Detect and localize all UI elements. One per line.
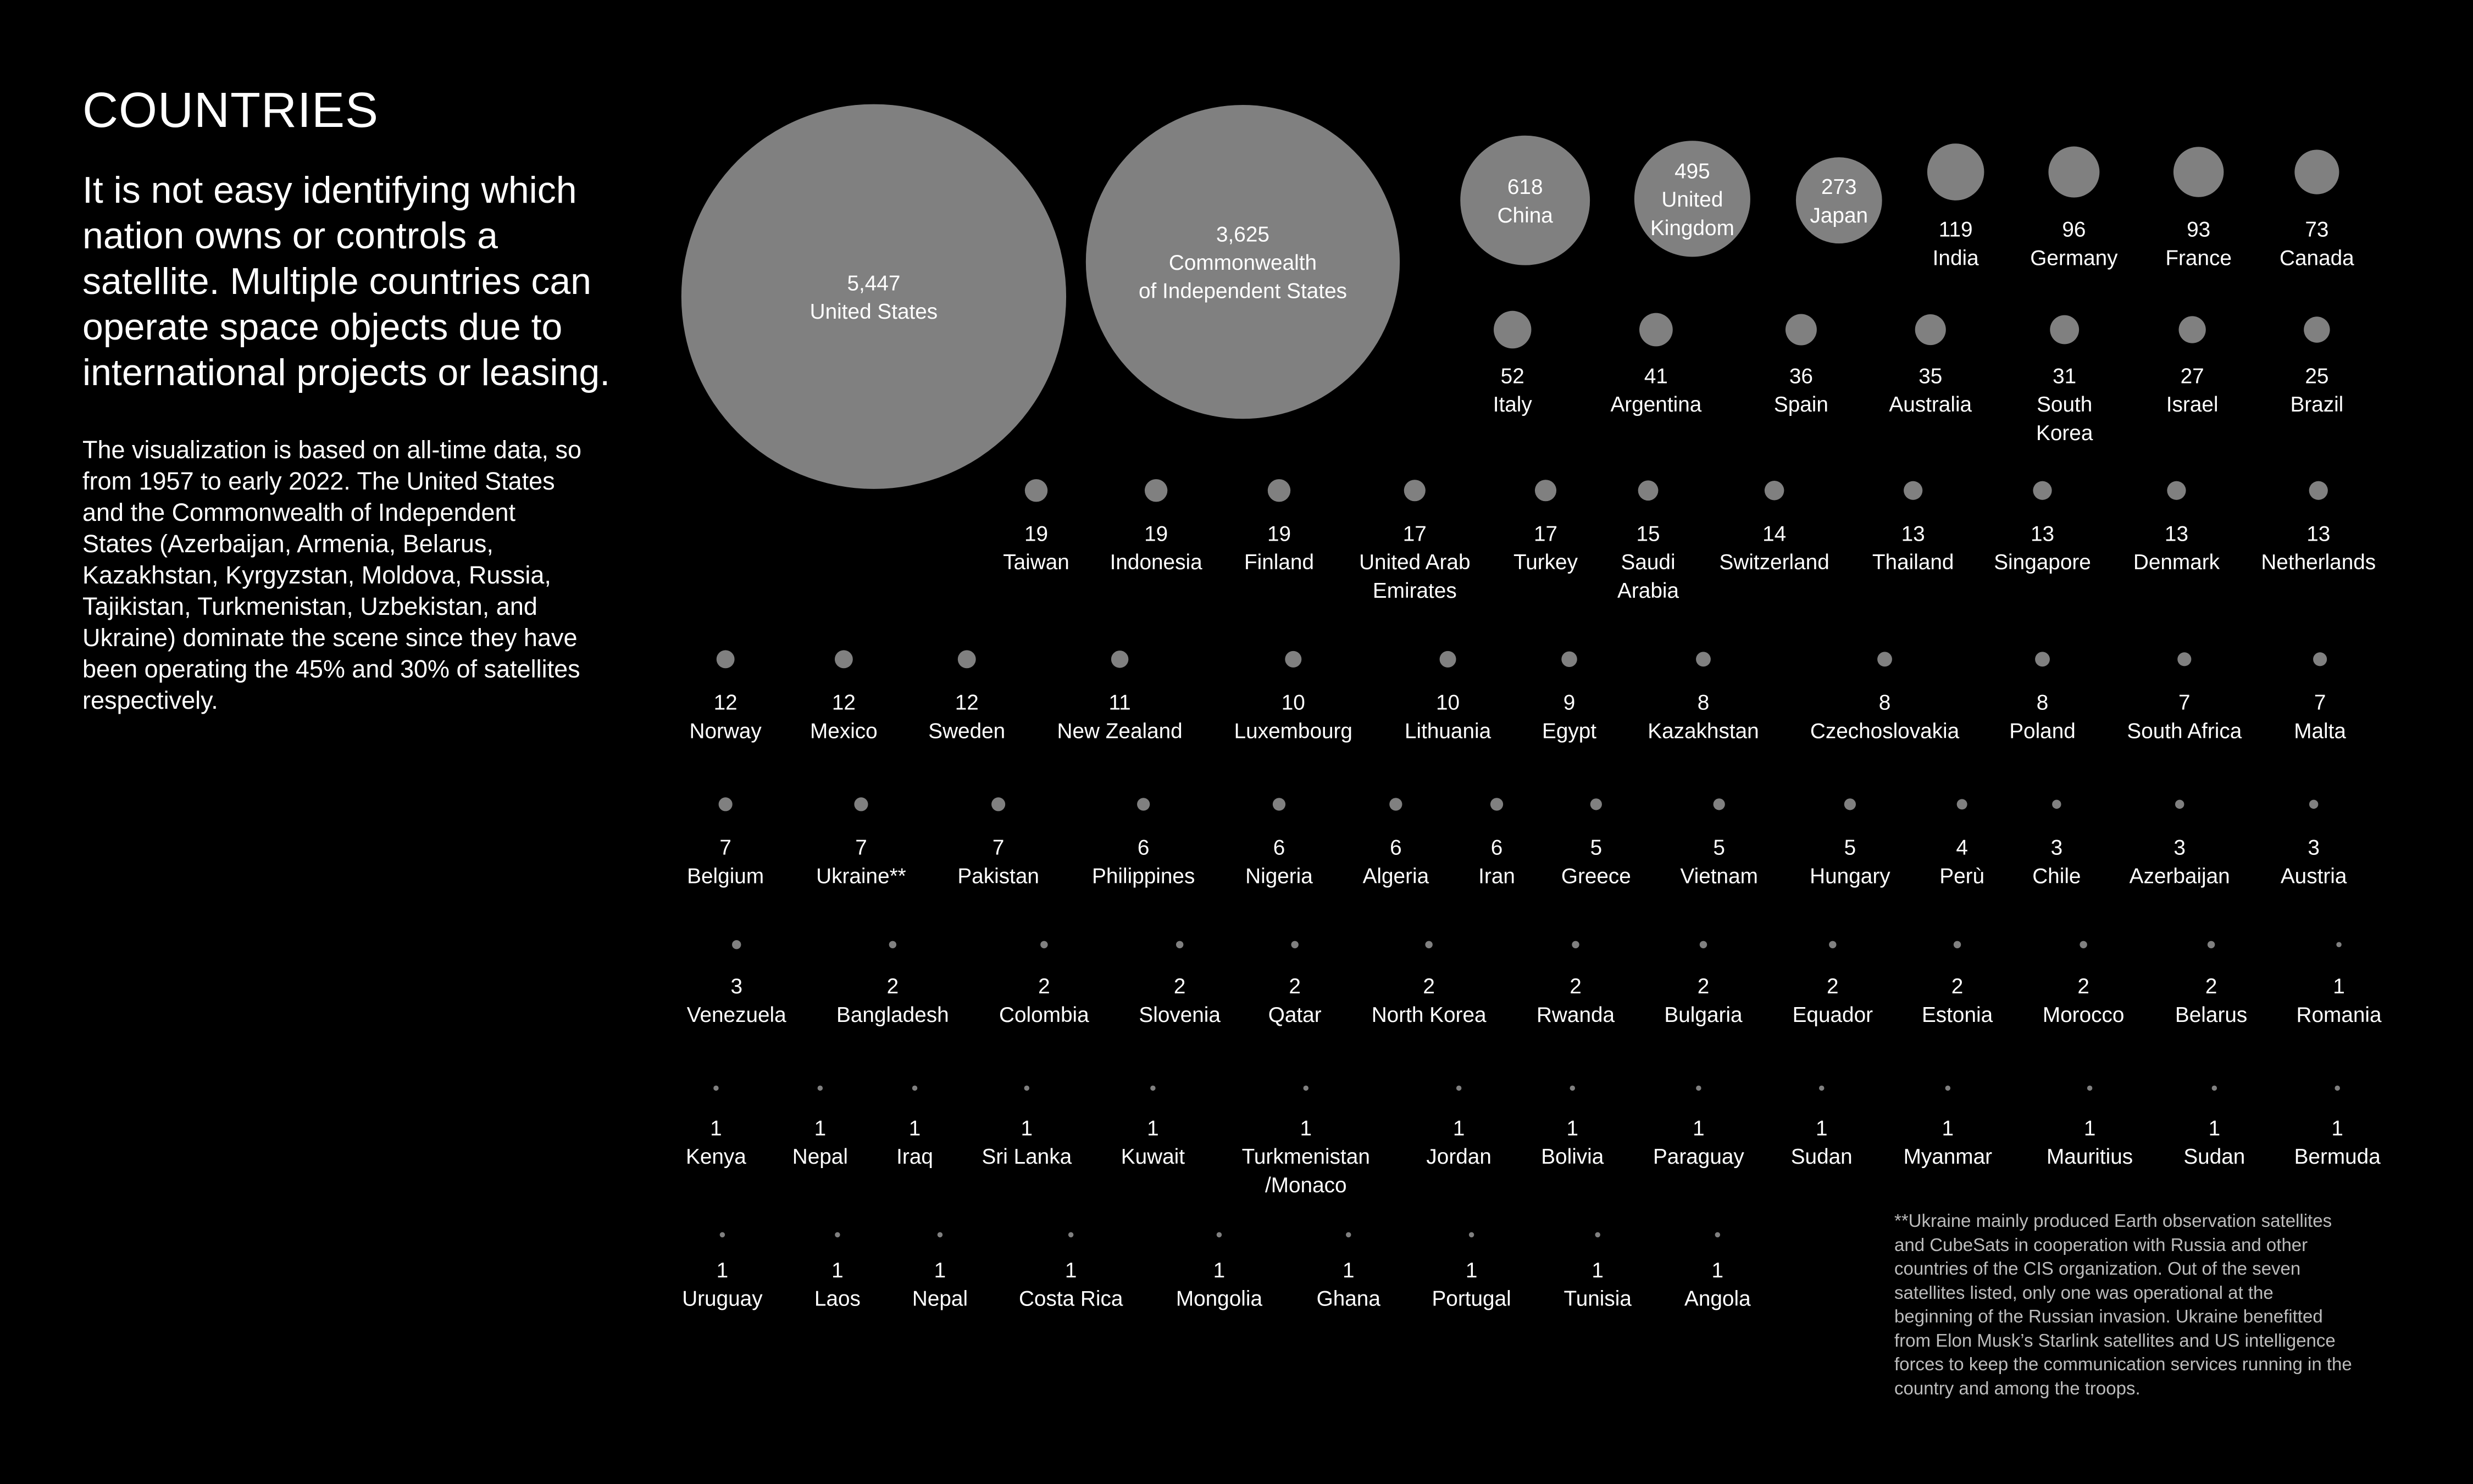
- country-bubble: [2165, 147, 2232, 270]
- bubble-mark: [2033, 481, 2051, 500]
- country-bubble: [896, 1086, 933, 1169]
- bubble-label: 7 Malta: [2294, 691, 2346, 743]
- country-bubble: [1634, 141, 1750, 257]
- country-bubble: [1176, 1232, 1263, 1311]
- bubble-mark: [2179, 316, 2206, 343]
- bubble-mark: [818, 1086, 823, 1091]
- country-bubble: [1110, 479, 1202, 574]
- bubble-mark: [1440, 651, 1456, 668]
- bubble-mark: [1304, 1086, 1308, 1091]
- bubble-label: 17 United Arab Emirates: [1359, 522, 1471, 603]
- bubble-mark: [1456, 1086, 1461, 1091]
- bubble-mark: [2087, 1086, 2092, 1091]
- country-bubble: [687, 797, 764, 888]
- country-bubble: [2009, 652, 2076, 743]
- bubble-label: 15 Saudi Arabia: [1617, 522, 1679, 603]
- country-bubble: [690, 650, 762, 743]
- country-bubble: [2290, 316, 2343, 416]
- country-bubble: [1791, 1086, 1853, 1169]
- bubble-mark: [835, 1232, 840, 1237]
- country-bubble: [1541, 1086, 1604, 1169]
- note-line: countries of the CIS organization. Out of the seven: [1894, 1258, 2301, 1279]
- bubble-label: 2 Colombia: [999, 975, 1089, 1027]
- bubble-label: 7 Belgium: [687, 836, 764, 888]
- bubble-mark: [1844, 798, 1856, 810]
- country-bubble: [2166, 316, 2219, 416]
- intro-line: operate space objects due to: [82, 306, 563, 348]
- country-bubble: [1121, 1086, 1185, 1169]
- bubble-label: 8 Czechoslovakia: [1810, 691, 1960, 743]
- country-bubble: [686, 1086, 746, 1169]
- bubble-label: 2 Belarus: [2175, 975, 2248, 1027]
- country-bubble: [2175, 941, 2247, 1027]
- country-bubble: [982, 1086, 1072, 1169]
- bubble-mark: [835, 650, 853, 668]
- bubble-label: 495 United Kingdom: [1650, 159, 1734, 240]
- bubble-mark: [938, 1232, 942, 1237]
- bubble-label: 1 Mongolia: [1175, 1258, 1263, 1311]
- bubble-mark: [1696, 1086, 1701, 1091]
- bubble-label: 1 Angola: [1684, 1258, 1751, 1311]
- bubble-label: 1 Bolivia: [1541, 1116, 1604, 1169]
- bubble-label: 1 Laos: [814, 1258, 861, 1311]
- bubble-label: 4 Perù: [1939, 836, 1985, 888]
- country-bubble: [957, 797, 1039, 888]
- bubble-label: 93 France: [2165, 218, 2232, 270]
- bubble-mark: [713, 1086, 718, 1091]
- country-bubble: [2294, 652, 2346, 743]
- bubble-mark: [1111, 651, 1128, 668]
- country-bubble: [1460, 136, 1590, 265]
- country-bubble: [1617, 480, 1679, 603]
- body-line: The visualization is based on all-time data, so: [82, 436, 581, 464]
- note-line: from Elon Musk’s Starlink satellites and US intelligence: [1894, 1330, 2336, 1350]
- country-bubble: [1537, 941, 1615, 1027]
- bubble-mark: [2035, 652, 2050, 666]
- bubble-mark: [1786, 314, 1817, 346]
- bubble-mark: [1915, 314, 1946, 345]
- body-line: Kazakhstan, Kyrgyzstan, Moldova, Russia,: [82, 561, 551, 589]
- bubble-mark: [720, 1232, 725, 1237]
- bubble-mark: [681, 104, 1066, 489]
- country-bubble: [1561, 798, 1631, 888]
- country-bubble: [1317, 1232, 1381, 1311]
- bubble-label: 5,447 United States: [809, 271, 938, 324]
- bubble-label: 618 China: [1497, 175, 1553, 227]
- bubble-mark: [717, 650, 735, 668]
- bubble-label: 35 Australia: [1889, 364, 1972, 417]
- bubble-label: 2 Equador: [1792, 975, 1873, 1027]
- bubble-label: 73 Canada: [2280, 218, 2354, 270]
- bubble-label: 10 Lithuania: [1404, 691, 1491, 743]
- bubble-mark: [2177, 652, 2191, 666]
- country-bubble: [1927, 143, 1984, 270]
- bubble-mark: [1696, 652, 1711, 666]
- note-line: **Ukraine mainly produced Earth observation satellites: [1894, 1210, 2332, 1231]
- bubble-mark: [1639, 313, 1673, 347]
- bubble-label: 5 Hungary: [1810, 836, 1890, 888]
- country-bubble: [1092, 798, 1195, 888]
- country-bubble: [2047, 1086, 2133, 1169]
- country-bubble: [1889, 314, 1972, 416]
- bubble-label: 11 New Zealand: [1057, 691, 1183, 743]
- note-line: beginning of the Russian invasion. Ukraine benefitted: [1894, 1306, 2323, 1326]
- note-line: forces to keep the communication services running in the: [1894, 1354, 2352, 1374]
- country-bubble: [792, 1086, 848, 1169]
- country-bubble: [1359, 480, 1470, 603]
- bubble-label: 52 Italy: [1493, 364, 1532, 417]
- intro-line: satellite. Multiple countries can: [82, 260, 592, 302]
- bubble-mark: [2167, 481, 2186, 500]
- country-bubble: [1680, 798, 1757, 888]
- bubble-label: 12 Norway: [689, 691, 762, 743]
- bubble-mark: [1572, 941, 1579, 948]
- country-bubble: [836, 941, 949, 1027]
- bubble-label: 273 Japan: [1810, 175, 1868, 227]
- country-bubble: [1432, 1232, 1511, 1311]
- country-bubble: [2281, 800, 2347, 888]
- country-bubble: [1086, 105, 1400, 419]
- country-bubble: [1872, 481, 1954, 575]
- bubble-label: 2 Rwanda: [1536, 975, 1615, 1027]
- bubble-label: 3 Austria: [2280, 836, 2347, 888]
- bubble-label: 2 Qatar: [1268, 975, 1322, 1027]
- body-line: and the Commonwealth of Independent: [82, 498, 516, 526]
- note-line: country and among the troops.: [1894, 1377, 2141, 1398]
- bubble-mark: [1904, 481, 1922, 500]
- bubble-label: 7 Pakistan: [957, 836, 1039, 888]
- bubble-label: 13 Singapore: [1994, 522, 2091, 575]
- country-bubble: [810, 650, 878, 743]
- country-bubble: [1774, 314, 1828, 417]
- bubble-mark: [2208, 941, 2215, 948]
- bubble-label: 1 Kenya: [686, 1116, 746, 1169]
- bubble-mark: [1927, 143, 1984, 201]
- bubble-label: 31 South Korea: [2036, 364, 2093, 445]
- bubble-mark: [1954, 941, 1961, 948]
- country-bubble: [999, 941, 1089, 1027]
- bubble-mark: [2309, 481, 2328, 500]
- country-bubble: [687, 940, 786, 1027]
- bubble-label: 2 Bangladesh: [836, 975, 949, 1027]
- body-line: Ukraine) dominate the scene since they have: [82, 624, 578, 652]
- body-line: from 1957 to early 2022. The United States: [82, 467, 555, 495]
- bubble-label: 12 Mexico: [810, 691, 878, 743]
- bubble-label: 1 Sudan: [1790, 1116, 1853, 1169]
- bubble-mark: [958, 650, 976, 668]
- country-bubble: [1513, 480, 1578, 574]
- country-bubble: [2261, 481, 2376, 575]
- bubble-label: 1 Paraguay: [1653, 1116, 1744, 1169]
- bubble-label: 1 Ghana: [1316, 1258, 1380, 1311]
- bubble-mark: [1469, 1232, 1474, 1237]
- bubble-label: 10 Luxembourg: [1234, 691, 1352, 743]
- country-bubble: [1478, 798, 1515, 888]
- country-bubble: [2032, 800, 2081, 888]
- country-bubble: [1405, 651, 1491, 743]
- bubble-mark: [2050, 315, 2079, 344]
- country-bubble: [1922, 941, 1993, 1027]
- note-line: satellites listed, only one was operational at the: [1894, 1282, 2274, 1303]
- bubble-mark: [2048, 147, 2099, 198]
- country-bubble: [1810, 798, 1890, 888]
- country-bubble: [1245, 798, 1313, 888]
- country-bubble: [682, 1232, 763, 1311]
- note-line: and CubeSats in cooperation with Russia and other: [1894, 1234, 2308, 1255]
- bubble-label: 8 Kazakhstan: [1648, 691, 1759, 743]
- bubble-label: 1 Bermuda: [2294, 1116, 2381, 1169]
- bubble-label: 6 Iran: [1478, 836, 1515, 888]
- bubble-label: 9 Egypt: [1542, 691, 1597, 743]
- country-bubble: [1610, 313, 1701, 417]
- bubble-label: 1 Turkmenistan /Monaco: [1241, 1116, 1370, 1197]
- bubble-mark: [1590, 798, 1602, 810]
- bubble-label: 25 Brazil: [2290, 364, 2344, 417]
- bubble-mark: [1715, 1232, 1720, 1237]
- bubble-mark: [1570, 1086, 1575, 1091]
- country-bubble: [1372, 941, 1487, 1027]
- bubble-label: 8 Poland: [2009, 691, 2076, 743]
- bubble-label: 96 Germany: [2030, 218, 2118, 270]
- bubble-label: 13 Thailand: [1872, 522, 1954, 575]
- country-bubble: [1234, 651, 1352, 743]
- bubble-mark: [719, 797, 733, 811]
- bubble-mark: [2212, 1086, 2217, 1091]
- bubble-label: 1 Myanmar: [1903, 1116, 1993, 1169]
- country-bubble: [1793, 941, 1873, 1027]
- bubble-label: 3,625 Commonwealth of Independent States: [1138, 223, 1348, 303]
- country-bubble: [1542, 652, 1596, 743]
- bubble-mark: [1945, 1086, 1950, 1091]
- bubble-mark: [1490, 798, 1503, 810]
- country-bubble: [1939, 799, 1984, 888]
- bubble-label: 19 Finland: [1244, 522, 1315, 575]
- bubble-mark: [1819, 1086, 1824, 1091]
- country-bubble: [1720, 481, 1829, 574]
- bubble-mark: [2304, 316, 2330, 342]
- country-bubble: [1244, 479, 1314, 574]
- bubble-label: 12 Sweden: [928, 691, 1006, 743]
- country-bubble: [1139, 941, 1221, 1027]
- bubble-mark: [1494, 311, 1531, 348]
- page-title: COUNTRIES: [82, 83, 379, 138]
- country-bubble: [1426, 1086, 1491, 1169]
- bubble-mark: [732, 940, 741, 949]
- country-bubble: [912, 1232, 968, 1311]
- bubble-label: 2 Estonia: [1921, 975, 1993, 1027]
- body-line: Tajikistan, Turkmenistan, Uzbekistan, and: [82, 592, 537, 620]
- bubble-mark: [1535, 480, 1556, 501]
- country-bubble: [1493, 311, 1533, 416]
- bubble-label: 13 Denmark: [2133, 522, 2220, 575]
- bubble-label: 19 Indonesia: [1110, 522, 1202, 575]
- bubble-label: 3 Venezuela: [686, 975, 786, 1027]
- bubble-mark: [1957, 799, 1967, 809]
- country-bubble: [1003, 479, 1069, 574]
- bubble-mark: [1404, 480, 1426, 501]
- bubble-label: 27 Israel: [2166, 364, 2219, 417]
- bubble-label: 6 Nigeria: [1245, 836, 1313, 888]
- bubble-label: 1 Mauritius: [2047, 1116, 2133, 1169]
- bubble-label: 19 Taiwan: [1003, 522, 1069, 575]
- bubble-mark: [2080, 941, 2087, 948]
- bubble-mark: [1700, 941, 1707, 948]
- bubble-label: 6 Philippines: [1092, 836, 1195, 888]
- intro-line: international projects or leasing.: [82, 352, 611, 393]
- bubble-label: 6 Algeria: [1362, 836, 1429, 888]
- bubble-mark: [854, 797, 868, 811]
- bubble-mark: [1796, 157, 1882, 243]
- bubble-label: 36 Spain: [1773, 364, 1828, 417]
- bubble-mark: [2313, 652, 2327, 666]
- bubble-label: 1 Romania: [2296, 975, 2382, 1027]
- bubble-label: 1 Uruguay: [682, 1258, 763, 1311]
- bubble-label: 17 Turkey: [1513, 522, 1578, 575]
- country-bubble: [2294, 1086, 2381, 1169]
- country-bubble: [1019, 1232, 1123, 1311]
- bubble-mark: [1877, 652, 1892, 666]
- bubble-label: 1 Nepal: [912, 1258, 968, 1311]
- bubble-label: 13 Netherlands: [2261, 522, 2376, 575]
- country-bubble: [2280, 149, 2354, 270]
- bubble-label: 1 Jordan: [1426, 1116, 1491, 1169]
- bubble-label: 119 India: [1932, 218, 1979, 270]
- bubble-mark: [1040, 941, 1047, 948]
- bubble-mark: [912, 1086, 917, 1091]
- bubble-label: 2 Bulgaria: [1664, 975, 1743, 1027]
- country-bubble: [1796, 157, 1882, 243]
- bubble-mark: [1765, 481, 1784, 501]
- bubble-mark: [1268, 479, 1290, 502]
- bubble-label: 7 South Africa: [2127, 691, 2242, 743]
- bubble-mark: [1346, 1232, 1351, 1237]
- country-bubble: [681, 104, 1066, 489]
- bubble-mark: [1285, 651, 1301, 668]
- bubble-label: 14 Switzerland: [1719, 522, 1829, 575]
- bubble-label: 5 Greece: [1561, 836, 1631, 888]
- country-bubble: [2036, 315, 2093, 445]
- bubble-label: 41 Argentina: [1610, 364, 1702, 417]
- bubble-mark: [1638, 480, 1659, 501]
- country-bubble: [1563, 1232, 1632, 1311]
- country-bubble: [816, 797, 906, 888]
- country-bubble: [2043, 941, 2125, 1027]
- bubble-mark: [991, 797, 1005, 811]
- bubble-mark: [1176, 941, 1183, 948]
- bubble-mark: [1217, 1232, 1222, 1237]
- country-bubble: [2127, 652, 2242, 743]
- bubble-label: 2 North Korea: [1371, 975, 1487, 1027]
- country-bubble: [814, 1232, 861, 1311]
- bubble-mark: [2294, 149, 2339, 194]
- bubble-mark: [1068, 1232, 1073, 1237]
- bubble-label: 1 Kuwait: [1121, 1116, 1185, 1169]
- bubble-mark: [1291, 941, 1298, 948]
- bubble-mark: [1460, 136, 1590, 265]
- bubble-mark: [1561, 652, 1577, 667]
- bubble-mark: [1425, 941, 1432, 948]
- bubble-label: 7 Ukraine**: [816, 836, 906, 888]
- bubble-mark: [1595, 1232, 1600, 1237]
- body-line: respectively.: [82, 686, 218, 714]
- bubble-mark: [1137, 798, 1150, 810]
- body-line: been operating the 45% and 30% of satellites: [82, 655, 580, 683]
- country-bubble: [1648, 652, 1759, 743]
- country-bubble: [2133, 481, 2220, 575]
- bubble-mark: [2309, 800, 2318, 809]
- bubble-mark: [1145, 479, 1167, 502]
- body-line: States (Azerbaijan, Armenia, Belarus,: [82, 530, 494, 558]
- bubble-label: 1 Nepal: [792, 1116, 848, 1169]
- bubble-label: 3 Azerbaijan: [2129, 836, 2230, 888]
- bubble-mark: [1025, 479, 1047, 502]
- bubble-label: 2 Morocco: [2042, 975, 2125, 1027]
- bubble-label: 5 Vietnam: [1680, 836, 1758, 888]
- bubble-mark: [1024, 1086, 1029, 1091]
- country-bubble: [1810, 652, 1960, 743]
- country-bubble: [1684, 1232, 1751, 1311]
- country-bubble: [1904, 1086, 1993, 1169]
- country-bubble: [1242, 1086, 1370, 1197]
- country-bubble: [1994, 481, 2091, 575]
- bubble-mark: [2173, 147, 2224, 197]
- bubble-mark: [889, 941, 896, 948]
- bubble-mark: [1714, 798, 1725, 810]
- bubble-label: 1 Sudan: [2183, 1116, 2245, 1169]
- country-bubble: [2183, 1086, 2245, 1169]
- bubble-label: 3 Chile: [2032, 836, 2081, 888]
- bubble-mark: [1150, 1086, 1155, 1091]
- country-bubble: [1057, 651, 1183, 743]
- bubble-mark: [2335, 1086, 2339, 1091]
- bubble-label: 1 Sri Lanka: [982, 1116, 1072, 1169]
- bubble-mark: [1273, 798, 1285, 810]
- intro-line: nation owns or controls a: [82, 215, 498, 257]
- country-bubble: [928, 650, 1005, 743]
- bubble-mark: [2336, 942, 2341, 947]
- bubble-mark: [1389, 798, 1402, 810]
- bubble-label: 2 Slovenia: [1139, 975, 1221, 1027]
- country-bubble: [1268, 941, 1322, 1027]
- country-bubble: [1664, 941, 1743, 1027]
- country-bubble: [1363, 798, 1429, 888]
- bubble-mark: [1829, 941, 1836, 948]
- bubble-label: 1 Costa Rica: [1018, 1258, 1123, 1311]
- country-bubble: [2030, 147, 2118, 270]
- country-bubble: [2297, 942, 2382, 1027]
- bubble-label: 1 Tunisia: [1563, 1258, 1632, 1311]
- bubble-label: 1 Iraq: [896, 1116, 933, 1169]
- country-bubble: [1653, 1086, 1744, 1169]
- bubble-label: 1 Portugal: [1432, 1258, 1511, 1311]
- bubble-mark: [2052, 800, 2061, 809]
- intro-line: It is not easy identifying which: [82, 169, 577, 211]
- country-bubble: [2130, 800, 2230, 888]
- bubble-mark: [2175, 800, 2184, 809]
